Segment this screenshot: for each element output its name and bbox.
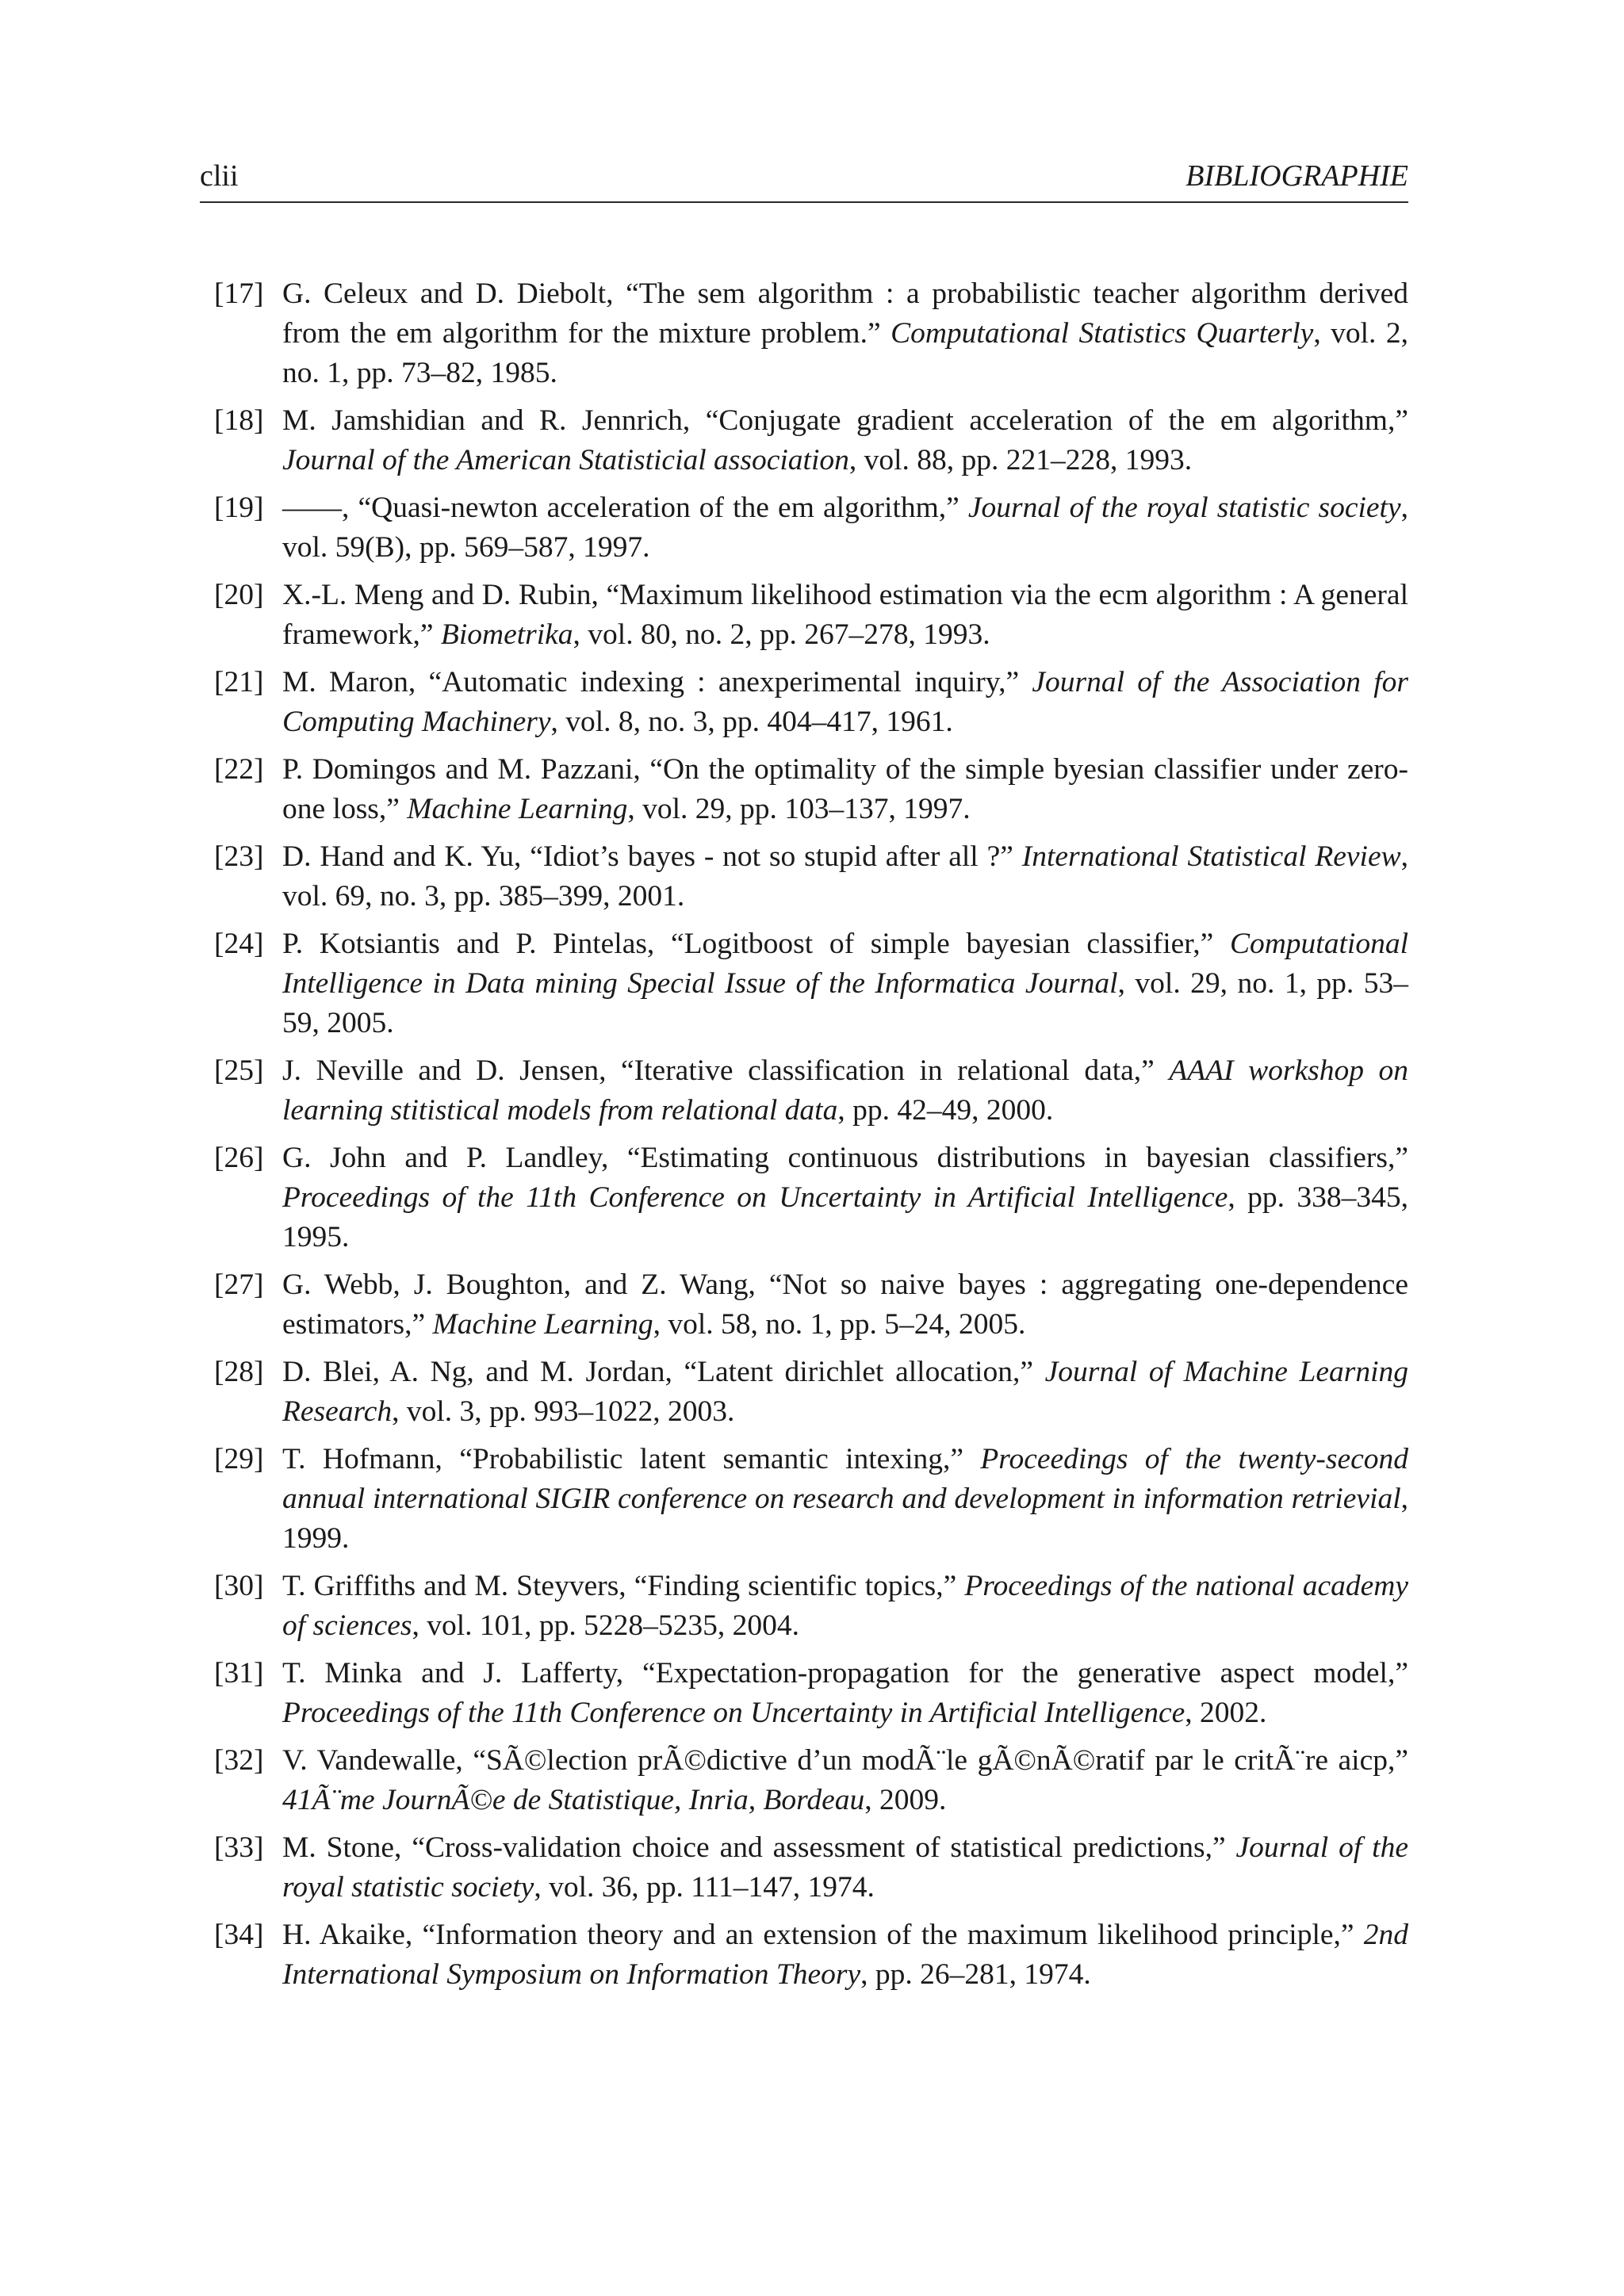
bibliography-entry — [214, 1828, 1408, 1908]
entry-authors-title: D. Hand and K. Yu, “Idiot’s bayes - not so stupid after all ?” — [282, 840, 1022, 873]
entry-venue: Biometrika — [440, 618, 573, 651]
entry-venue: Journal of the American Statisticial association — [282, 444, 849, 476]
entry-details: , vol. 80, no. 2, pp. 267–278, 1993. — [573, 618, 990, 651]
entry-details: , vol. 69, no. 3, pp. 385–399, 2001. — [282, 840, 1408, 913]
page-number: clii — [200, 159, 239, 193]
entry-authors-title: M. Stone, “Cross-validation choice and assessment of statistical predictions,” — [282, 1831, 1236, 1864]
entry-authors-title: M. Jamshidian and R. Jennrich, “Conjugate gradient acceleration of the em algorithm,” — [282, 404, 1408, 437]
entry-details: , 1999. — [282, 1483, 1408, 1555]
entry-details: , vol. 29, pp. 103–137, 1997. — [627, 793, 971, 825]
entry-authors-title: T. Hofmann, “Probabilistic latent semantic intexing,” — [282, 1443, 981, 1475]
entry-venue: Proceedings of the national academy of sciences — [282, 1570, 1409, 1642]
entry-venue: Journal of the Association for Computing Machinery — [282, 666, 1408, 738]
entry-authors-title: D. Blei, A. Ng, and M. Jordan, “Latent dirichlet allocation,” — [282, 1356, 1045, 1388]
bibliography-entry — [214, 750, 1408, 829]
entry-authors-title: ——, “Quasi-newton acceleration of the em algorithm,” — [282, 492, 968, 524]
entry-text — [282, 1919, 1408, 1991]
page-header — [200, 155, 1408, 203]
entry-authors-title: G. Webb, J. Boughton, and Z. Wang, “Not so naive bayes : aggregating one-dependence estimators,” — [282, 1269, 1408, 1341]
entry-venue: AAAI workshop on learning stitistical models from relational data — [282, 1054, 1408, 1127]
entry-authors-title: V. Vandewalle, “SÃ©lection prÃ©dictive d’un modÃ¨le gÃ©nÃ©ratif par le critÃ¨re aicp,” — [282, 1744, 1408, 1777]
bibliography-entry — [214, 1440, 1408, 1559]
entry-venue: Journal of the royal statistic society — [967, 492, 1401, 524]
entry-details: , vol. 101, pp. 5228–5235, 2004. — [412, 1609, 800, 1642]
entry-venue: Machine Learning — [432, 1308, 653, 1341]
entry-number: [24] — [214, 928, 264, 960]
bibliography-entry — [214, 924, 1408, 1043]
entry-venue: 2nd International Symposium on Information Theory — [282, 1919, 1408, 1991]
entry-details: , vol. 88, pp. 221–228, 1993. — [848, 444, 1193, 476]
entry-text — [282, 1831, 1408, 1904]
entry-authors-title: M. Maron, “Automatic indexing : anexperimental inquiry,” — [282, 666, 1032, 698]
entry-authors-title: G. John and P. Landley, “Estimating continuous distributions in bayesian classifiers,” — [282, 1142, 1408, 1174]
entry-text — [282, 1142, 1408, 1253]
entry-details: , vol. 59(B), pp. 569–587, 1997. — [282, 492, 1408, 564]
entry-number: [33] — [214, 1831, 264, 1864]
entry-authors-title: T. Griffiths and M. Steyvers, “Finding scientific topics,” — [282, 1570, 965, 1602]
entry-authors-title: T. Minka and J. Lafferty, “Expectation-propagation for the generative aspect model,” — [282, 1657, 1408, 1689]
bibliography-entry — [214, 1265, 1408, 1345]
entry-number: [25] — [214, 1054, 264, 1087]
entry-venue: 41Ã¨me JournÃ©e de Statistique, Inria, Bordeau — [282, 1784, 865, 1816]
entry-venue: Journal of Machine Learning Research — [282, 1356, 1408, 1428]
entry-details: , 2009. — [864, 1784, 947, 1816]
bibliography-entry — [214, 488, 1408, 568]
bibliography-entry — [214, 1741, 1408, 1820]
entry-venue: Proceedings of the 11th Conference on Uncertainty in Artificial Intelligence — [282, 1697, 1185, 1729]
entry-number: [26] — [214, 1142, 264, 1174]
entry-text — [282, 840, 1408, 913]
entry-text — [282, 1356, 1408, 1428]
entry-number: [19] — [214, 492, 264, 524]
entry-number: [29] — [214, 1443, 264, 1475]
bibliography-entry — [214, 1138, 1408, 1257]
entry-details: , pp. 42–49, 2000. — [837, 1094, 1054, 1127]
entry-text — [282, 1570, 1408, 1642]
entry-details: , vol. 8, no. 3, pp. 404–417, 1961. — [550, 706, 953, 738]
entry-number: [32] — [214, 1744, 264, 1777]
entry-authors-title: P. Kotsiantis and P. Pintelas, “Logitboost of simple bayesian classifier,” — [282, 928, 1230, 960]
entry-text — [282, 666, 1408, 738]
entry-text — [282, 277, 1408, 389]
bibliography-entry — [214, 401, 1408, 480]
entry-venue: Journal of the royal statistic society — [282, 1831, 1409, 1904]
bibliography-entry — [214, 1353, 1408, 1432]
entry-text — [282, 492, 1408, 564]
entry-venue: Computational Statistics Quarterly — [891, 317, 1314, 350]
entry-text — [282, 579, 1408, 651]
entry-number: [18] — [214, 404, 264, 437]
entry-venue: International Statistical Review — [1021, 840, 1401, 873]
entry-details: , vol. 29, no. 1, pp. 53–59, 2005. — [282, 967, 1409, 1039]
entry-venue: Machine Learning — [407, 793, 628, 825]
bibliography-entry — [214, 274, 1408, 393]
entry-text — [282, 404, 1408, 476]
entry-details: , pp. 26–281, 1974. — [860, 1958, 1091, 1991]
entry-details: , pp. 338–345, 1995. — [282, 1181, 1409, 1253]
entry-authors-title: J. Neville and D. Jensen, “Iterative classification in relational data,” — [282, 1054, 1170, 1087]
entry-authors-title: G. Celeux and D. Diebolt, “The sem algorithm : a probabilistic teacher algorithm derived from the em algorithm for the mixture problem.” — [282, 277, 1408, 350]
entry-text — [282, 1443, 1408, 1555]
entry-details: , vol. 3, pp. 993–1022, 2003. — [392, 1395, 735, 1428]
entry-number: [23] — [214, 840, 264, 873]
entry-venue: Proceedings of the twenty-second annual international SIGIR conference on research and development in information retrievial — [282, 1443, 1408, 1515]
entry-details: , vol. 58, no. 1, pp. 5–24, 2005. — [653, 1308, 1026, 1341]
bibliography-entry — [214, 1051, 1408, 1131]
entry-text — [282, 1657, 1408, 1729]
bibliography-entry — [214, 837, 1408, 916]
entry-text — [282, 1269, 1408, 1341]
entry-number: [17] — [214, 277, 264, 310]
entry-details: , 2002. — [1185, 1697, 1267, 1729]
entry-venue: Computational Intelligence in Data mining Special Issue of the Informatica Journal — [282, 928, 1408, 1000]
entry-authors-title: H. Akaike, “Information theory and an extension of the maximum likelihood principle,” — [282, 1919, 1364, 1951]
bibliography-entry — [214, 1915, 1408, 1995]
entry-number: [31] — [214, 1657, 264, 1689]
entry-number: [27] — [214, 1269, 264, 1301]
entry-text — [282, 753, 1408, 825]
running-title: BIBLIOGRAPHIE — [1185, 159, 1408, 193]
entry-number: [30] — [214, 1570, 264, 1602]
entry-details: , vol. 36, pp. 111–147, 1974. — [534, 1871, 875, 1904]
entry-authors-title: X.-L. Meng and D. Rubin, “Maximum likelihood estimation via the ecm algorithm : A general framework,” — [282, 579, 1408, 651]
entry-text — [282, 1744, 1408, 1816]
bibliography-entry — [214, 663, 1408, 742]
entry-number: [21] — [214, 666, 264, 698]
entry-number: [34] — [214, 1919, 264, 1951]
entry-venue: Proceedings of the 11th Conference on Uncertainty in Artificial Intelligence — [282, 1181, 1228, 1214]
bibliography-list — [214, 274, 1408, 2003]
entry-number: [22] — [214, 753, 264, 786]
entry-number: [20] — [214, 579, 264, 611]
bibliography-entry — [214, 1567, 1408, 1646]
bibliography-entry — [214, 576, 1408, 655]
entry-authors-title: P. Domingos and M. Pazzani, “On the optimality of the simple byesian classifier under zero-one loss,” — [282, 753, 1408, 825]
bibliography-entry — [214, 1654, 1408, 1733]
entry-text — [282, 928, 1408, 1039]
entry-number: [28] — [214, 1356, 264, 1388]
entry-text — [282, 1054, 1408, 1127]
entry-details: , vol. 2, no. 1, pp. 73–82, 1985. — [282, 317, 1408, 389]
